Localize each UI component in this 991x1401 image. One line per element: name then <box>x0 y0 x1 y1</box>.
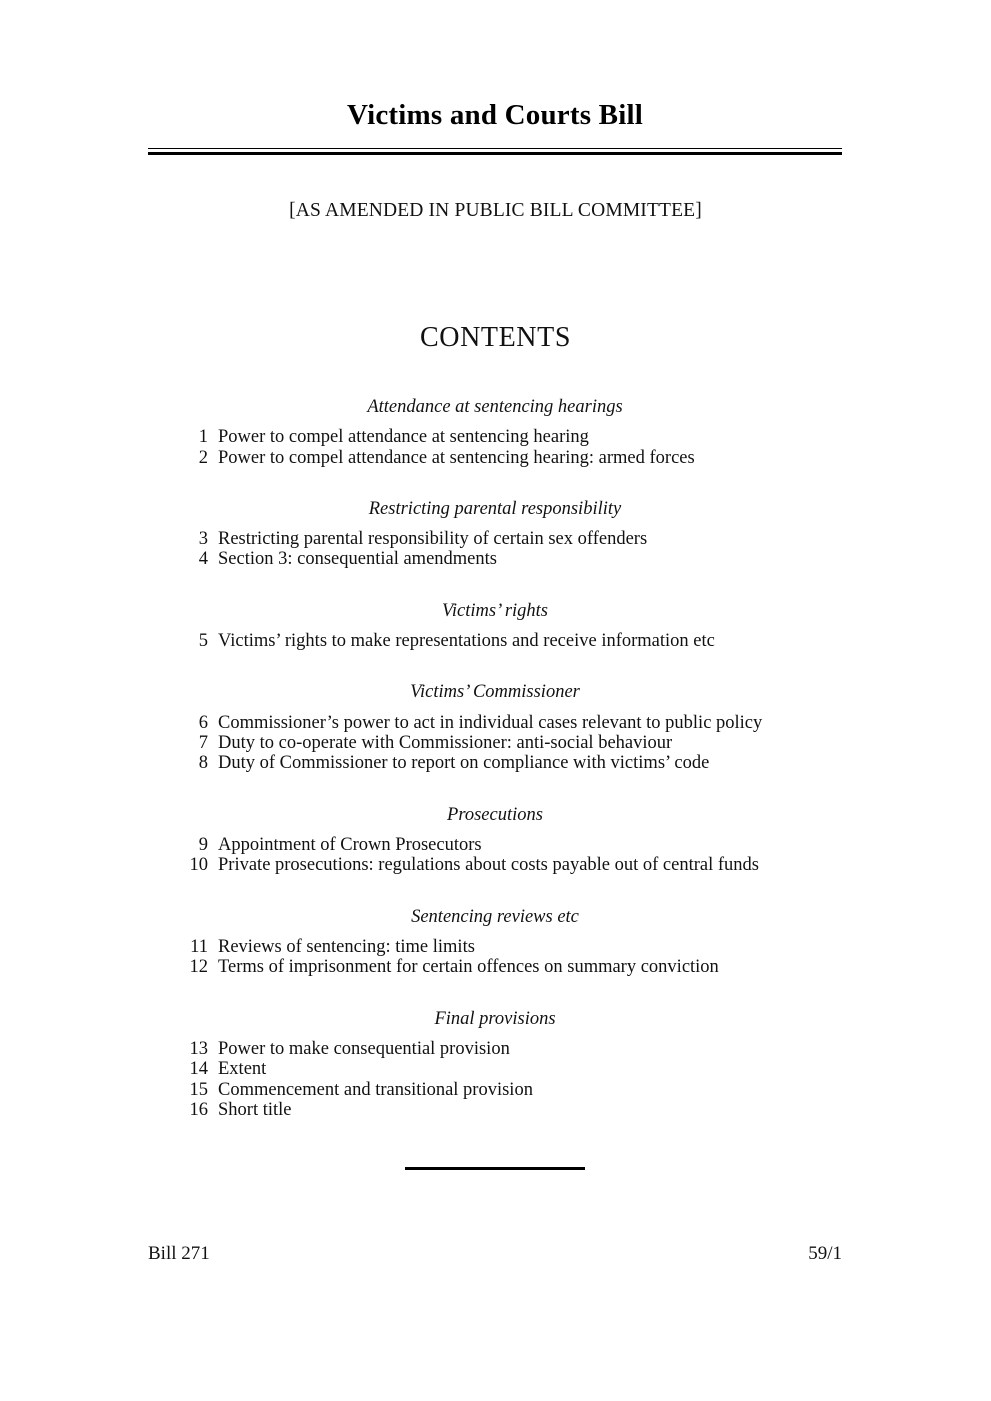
toc-group <box>148 600 842 652</box>
toc-entry-list <box>148 937 842 978</box>
toc-entry-title: Victims’ rights to make representations and receive information etc <box>218 631 715 651</box>
toc-group-heading: Victims’ rights <box>441 600 549 621</box>
toc-entry-number: 9 <box>198 834 208 855</box>
toc-entry-title: Appointment of Crown Prosecutors <box>218 834 482 855</box>
toc-entry-title: Short title <box>218 1099 292 1120</box>
toc-entry-number: 2 <box>198 447 208 468</box>
toc-entry-number: 12 <box>189 957 208 978</box>
contents-heading: CONTENTS <box>419 322 572 353</box>
toc-group-heading: Prosecutions <box>447 804 543 825</box>
toc-entry-list <box>148 1039 842 1121</box>
toc-entry-number: 11 <box>190 936 208 957</box>
toc-entry[interactable] <box>148 1039 842 1059</box>
toc-group-heading: Sentencing reviews etc <box>411 906 579 927</box>
toc-entry-list <box>148 631 842 651</box>
toc-entry-title: Commissioner’s power to act in individual cases relevant to public policy <box>218 712 763 733</box>
toc-entry-number: 4 <box>198 549 208 570</box>
toc-entry-title: Commencement and transitional provision <box>218 1079 533 1100</box>
toc-group <box>148 396 842 468</box>
toc-entry-number: 6 <box>198 712 208 733</box>
toc-entry-number: 5 <box>198 631 208 651</box>
toc-group-heading: Final provisions <box>434 1008 556 1029</box>
toc-entry-list <box>148 427 842 468</box>
toc-entry-number: 1 <box>198 427 208 448</box>
toc-entry-number: 8 <box>198 753 208 774</box>
toc-entry-title: Power to compel attendance at sentencing hearing <box>218 427 589 448</box>
toc-entry-title: Private prosecutions: regulations about costs payable out of central funds <box>218 855 759 876</box>
title-block <box>148 100 842 155</box>
toc-entry[interactable] <box>148 753 842 773</box>
toc-entry[interactable] <box>148 835 842 855</box>
toc-entry-number: 13 <box>189 1038 208 1059</box>
toc-entry[interactable] <box>148 1059 842 1079</box>
toc-entry-list <box>148 713 842 774</box>
title-double-rule <box>148 148 842 155</box>
toc-entry-number: 16 <box>189 1099 208 1120</box>
page-title: Victims and Courts Bill <box>347 99 643 131</box>
table-of-contents <box>148 396 842 1120</box>
toc-group-heading: Attendance at sentencing hearings <box>367 397 623 417</box>
toc-group <box>148 498 842 570</box>
toc-entry-title: Duty to co-operate with Commissioner: anti-social behaviour <box>218 732 673 753</box>
toc-entry[interactable] <box>148 529 842 549</box>
toc-group <box>148 1008 842 1121</box>
toc-entry[interactable] <box>148 957 842 977</box>
bottom-divider-rule <box>405 1167 585 1170</box>
toc-entry-number: 15 <box>189 1079 208 1100</box>
toc-entry-number: 3 <box>198 529 208 550</box>
title-rule-thick <box>148 152 842 155</box>
toc-entry-list <box>148 529 842 570</box>
toc-group-heading: Victims’ Commissioner <box>410 682 580 703</box>
page-reference: 59/1 <box>808 1243 842 1264</box>
toc-entry-title: Reviews of sentencing: time limits <box>218 936 475 957</box>
toc-entry-number: 10 <box>189 855 208 876</box>
title-rule-thin <box>148 148 842 150</box>
toc-entry[interactable] <box>148 448 842 468</box>
toc-entry-title: Section 3: consequential amendments <box>218 549 497 570</box>
toc-entry-title: Power to compel attendance at sentencing hearing: armed forces <box>218 447 695 468</box>
toc-entry-list <box>148 835 842 876</box>
toc-entry-title: Extent <box>218 1059 267 1080</box>
toc-entry[interactable] <box>148 937 842 957</box>
toc-entry-title: Terms of imprisonment for certain offences on summary conviction <box>218 957 719 978</box>
toc-group <box>148 681 842 773</box>
toc-entry[interactable] <box>148 1080 842 1100</box>
toc-entry[interactable] <box>148 1100 842 1120</box>
toc-entry-number: 7 <box>198 732 208 753</box>
page-footer <box>148 1243 842 1265</box>
bill-number: Bill 271 <box>148 1243 210 1264</box>
toc-entry-title: Power to make consequential provision <box>218 1038 510 1059</box>
toc-entry[interactable] <box>148 549 842 569</box>
toc-group-heading: Restricting parental responsibility <box>368 498 622 519</box>
toc-entry[interactable] <box>148 631 842 651</box>
toc-entry[interactable] <box>148 855 842 875</box>
toc-entry[interactable] <box>148 713 842 733</box>
toc-entry-number: 14 <box>189 1059 208 1080</box>
toc-entry-title: Restricting parental responsibility of certain sex offenders <box>218 529 648 550</box>
toc-group <box>148 906 842 978</box>
amendment-status-subtitle: [AS AMENDED IN PUBLIC BILL COMMITTEE] <box>289 200 702 221</box>
toc-entry[interactable] <box>148 733 842 753</box>
toc-group <box>148 804 842 876</box>
toc-entry[interactable] <box>148 427 842 447</box>
toc-entry-title: Duty of Commissioner to report on compliance with victims’ code <box>218 753 710 774</box>
